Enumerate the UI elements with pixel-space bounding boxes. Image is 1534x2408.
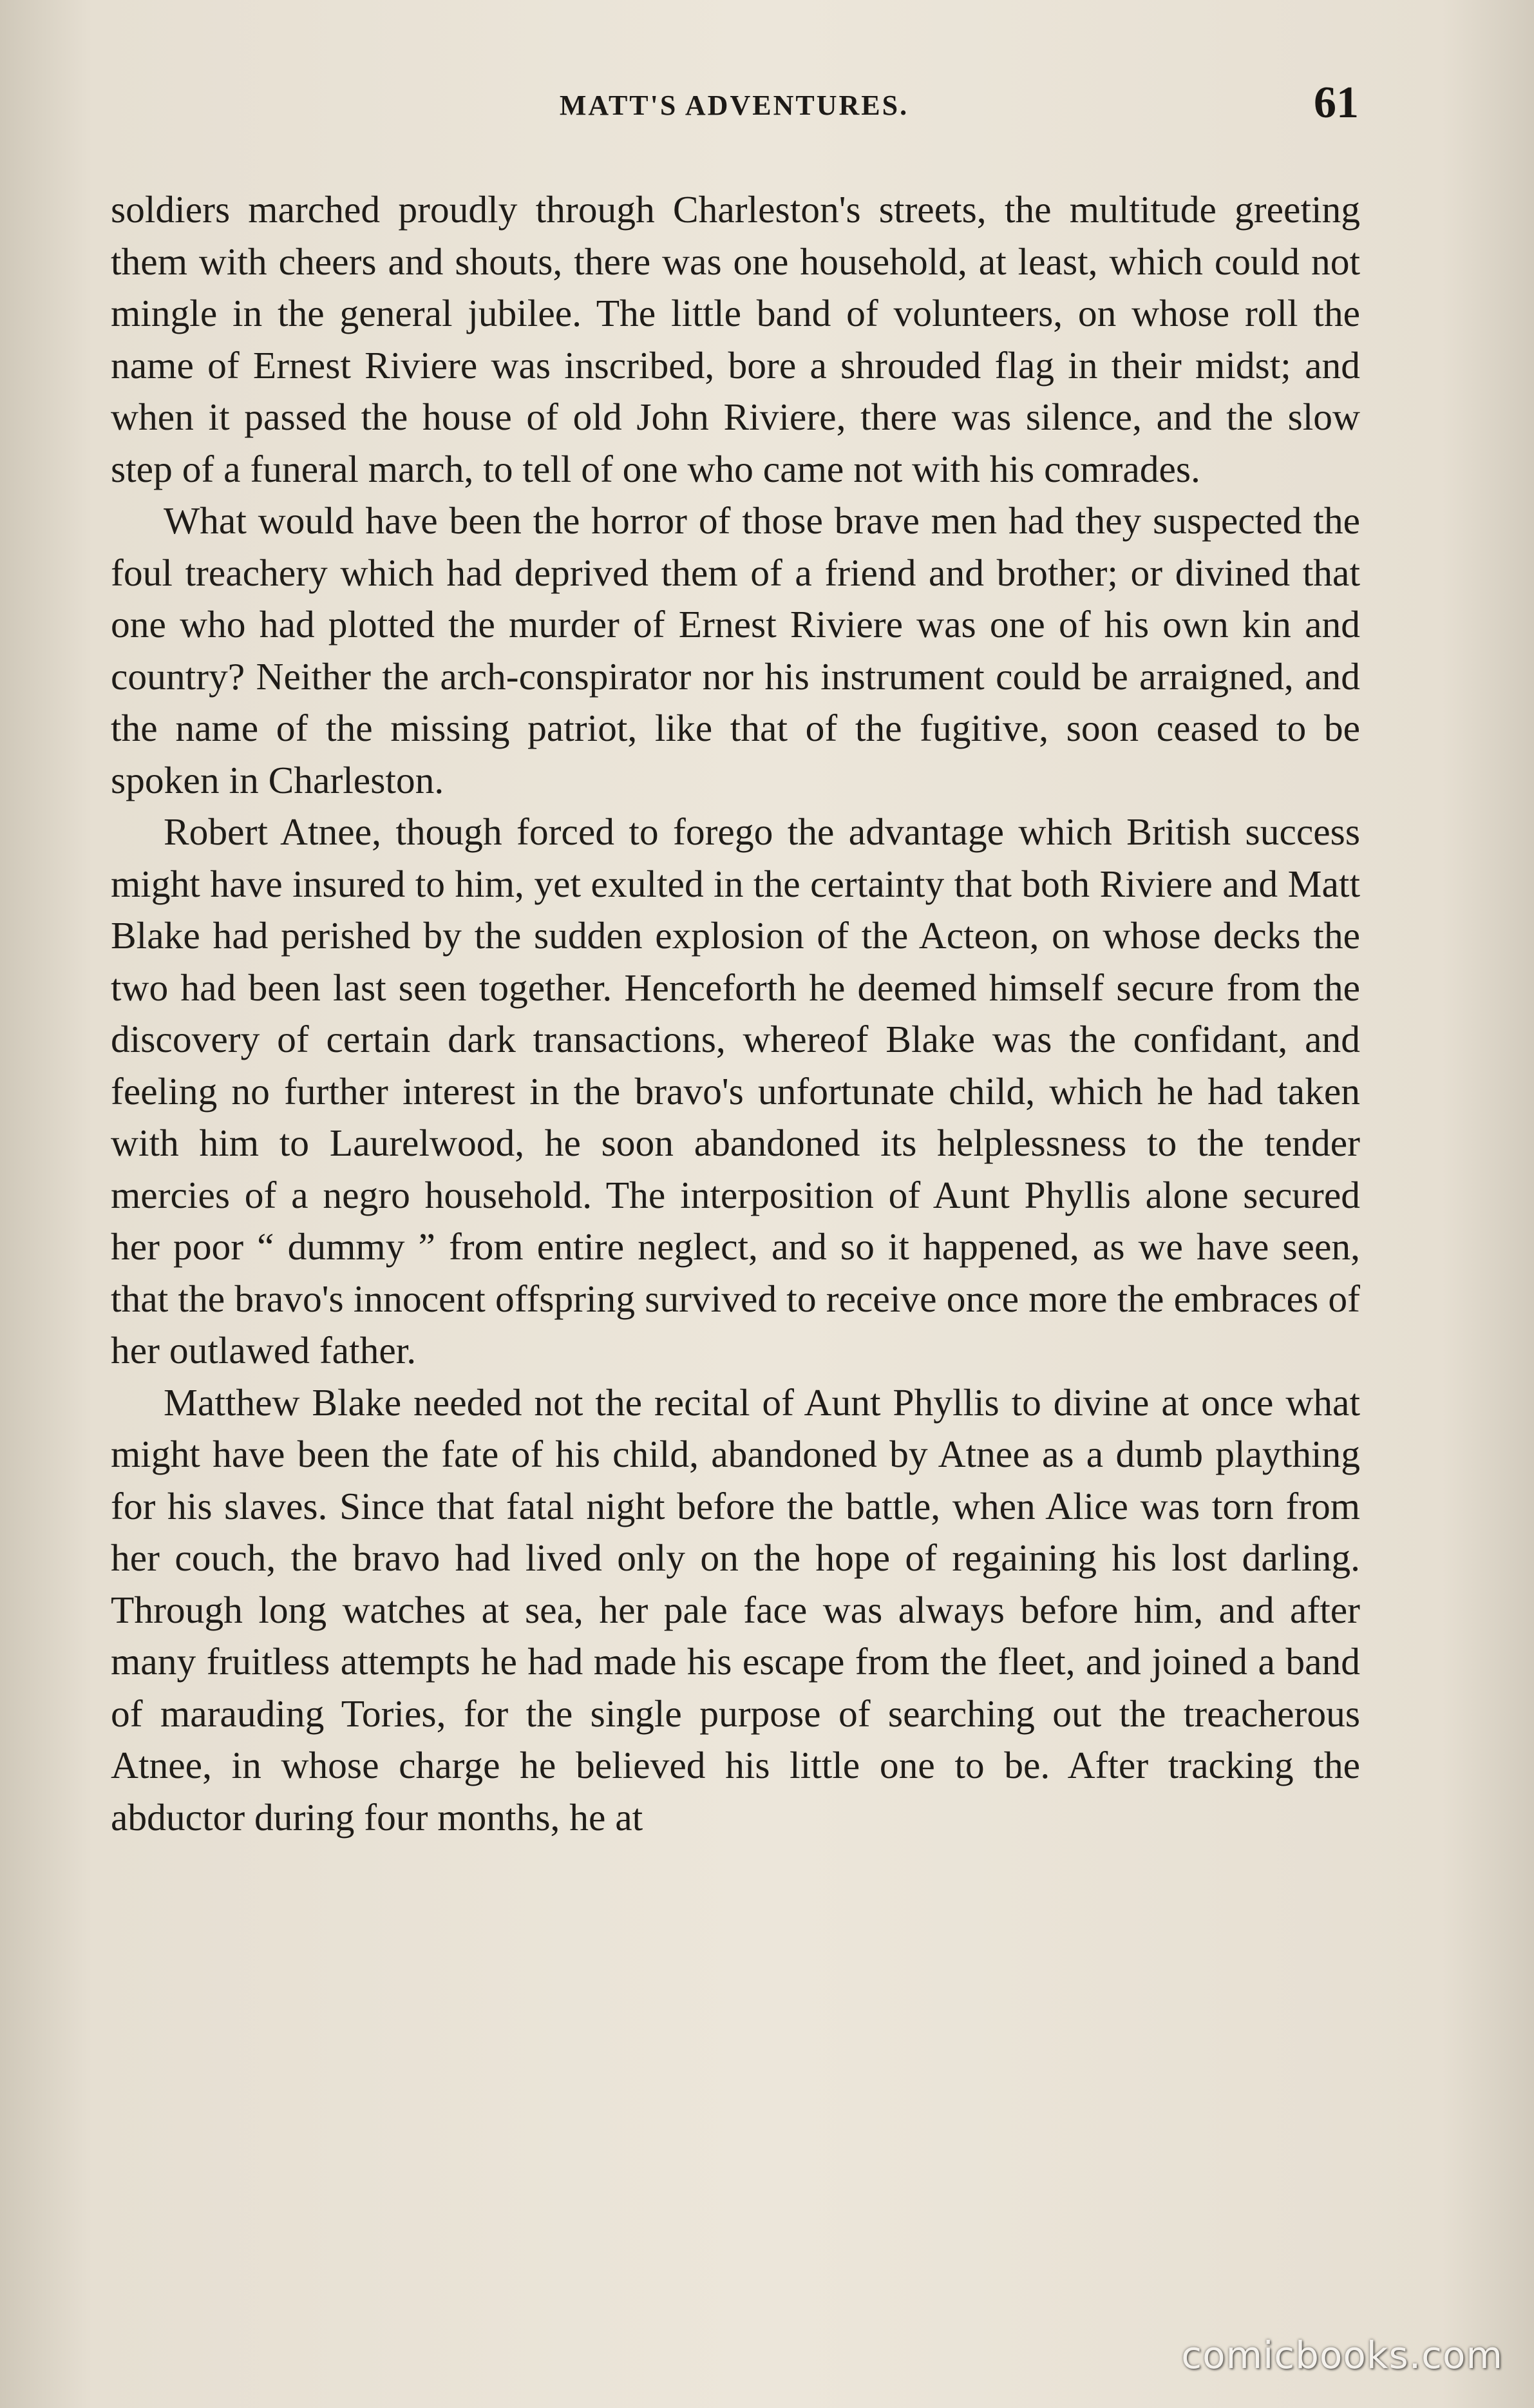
body-text xyxy=(111,184,1360,1843)
watermark: comicbooks.com xyxy=(1181,2333,1503,2377)
page-number: 61 xyxy=(1314,78,1359,128)
running-title: MATT'S ADVENTURES. xyxy=(559,90,909,121)
page-header xyxy=(109,77,1359,148)
paragraph-2: What would have been the horror of those brave men had they suspected the foul treachery which had deprived them of a friend and brother; or divined that one who had plotted the murder of Ernest Riviere was one of his own kin and country? Neither the arch-conspirator nor his instrument could be arraigned, and the name of the missing patriot, like that of the fugitive, soon ceased to be spoken in Charleston. xyxy=(111,499,1360,801)
paragraph-1: soldiers marched proudly through Charleston's streets, the multitude greeting them with cheers and shouts, there was one household, at least, which could not mingle in the general jubilee. The little band of volunteers, on whose roll the name of Ernest Riviere was inscribed, bore a shrouded flag in their midst; and when it passed the house of old John Riviere, there was silence, and the slow step of a funeral march, to tell of one who came not with his comrades. xyxy=(111,188,1360,490)
paragraph-3: Robert Atnee, though forced to forego the advantage which British success might have insured to him, yet exulted in the certainty that both Riviere and Matt Blake had perished by the sudden explosion of the Acteon, on whose decks the two had been last seen together. Henceforth he deemed himself secure from the discovery of certain dark transactions, whereof Blake was the confidant, and feeling no further interest in the bravo's unfortunate child, which he had taken with him to Laurelwood, he soon abandoned its helplessness to the tender mercies of a negro household. The interposition of Aunt Phyllis alone secured her poor “ dummy ” from entire neglect, and so it happened, as we have seen, that the bravo's innocent offspring survived to receive once more the embraces of her outlawed father. xyxy=(111,810,1360,1371)
paragraph-4: Matthew Blake needed not the recital of Aunt Phyllis to divine at once what might have been the fate of his child, abandoned by Atnee as a dumb plaything for his slaves. Since that fatal night before the battle, when Alice was torn from her couch, the bravo had lived only on the hope of regaining his lost darling. Through long watches at sea, her pale face was always before him, and after many fruitless attempts he had made his escape from the fleet, and joined a band of marauding Tories, for the single purpose of searching out the treacherous Atnee, in whose charge he believed his little one to be. After tracking the abductor during four months, he at xyxy=(111,1381,1360,1839)
